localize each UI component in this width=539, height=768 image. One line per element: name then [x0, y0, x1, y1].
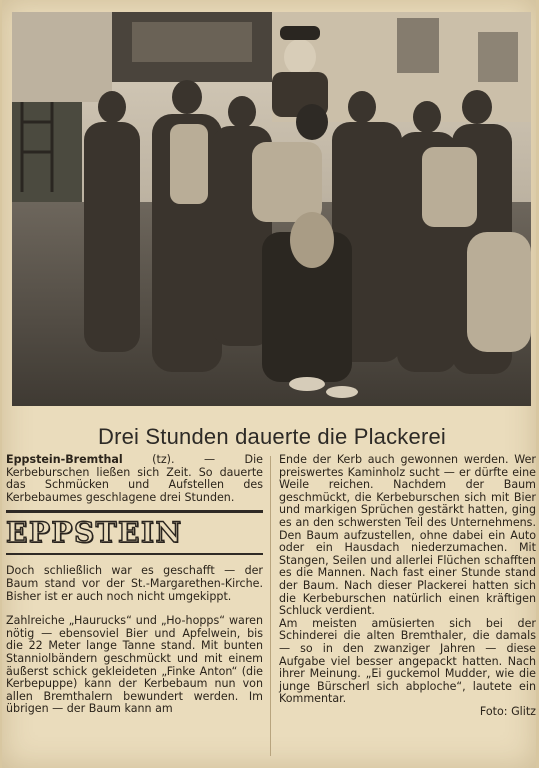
- body-paragraph-2: Doch schließlich war es geschafft — der Baum stand vor der St.-Margarethen-Kirche. Bisher ist er auch noch nicht umgekippt.: [6, 564, 263, 603]
- column-left: [6, 454, 263, 716]
- photo-credit: Foto: Glitz: [479, 704, 536, 718]
- photo-illustration: [12, 12, 531, 406]
- dateline: Eppstein-Bremthal: [6, 453, 123, 466]
- kicker-rule-bottom: [6, 553, 263, 555]
- lead-text: (tz). — Die Kerbeburschen ließen sich Zeit. So dauerte das Schmücken und Aufstellen des Kerbebaumes geschlagene drei Stunden.: [6, 453, 263, 504]
- lead-paragraph: [6, 454, 263, 504]
- headline: Drei Stunden dauerte die Plackerei: [97, 424, 446, 449]
- kicker-rule-top: [6, 510, 263, 513]
- column-divider: [270, 456, 271, 756]
- newspaper-clipping: [2, 0, 536, 768]
- body-paragraph-3: Zahlreiche „Haurucks“ und „Ho-hopps“ waren nötig — ebensoviel Bier und Apfelwein, bis die 22 Meter lange Tanne stand. Mit bunten Stanniolbändern geschmückt und mit einem äußerst schick gekleideten „Finke Anton“ (die Kerbepuppe) kann der Kerbebaum nun von allen Bremthalern bewundert werden. Im übrigen — der Baum kann am: [6, 614, 263, 716]
- body-paragraph-4: Ende der Kerb auch gewonnen werden. Wer preiswertes Kaminholz sucht — er dürfte eine Weile reichen. Nachdem der Baum geschmückt, die Kerbeburschen sich mit Bier und markigen Sprüchen gestärkt hatten, ging es an den schwersten Teil des Unternehmens. Den Baum aufzustellen, ohne dabei ein Auto oder ein Hausdach niederzumachen. Mit Stangen, Seilen und allerlei Flüchen schafften es die Mannen. Nach fast einer Stunde stand der Baum. Nach dieser Plackerei hatten sich die Kerbeburschen natürlich einen kräftigen Schluck verdient.: [279, 453, 536, 618]
- column-right: [279, 454, 536, 718]
- section-kicker: EPPSTEIN: [6, 516, 183, 550]
- body-paragraph-5: Am meisten amüsierten sich bei der Schinderei die alten Bremthaler, die damals — so in den zwanziger Jahren — diese Aufgabe viel besser angepackt hatten. Nach ihrer Meinung. „Ei guckemol Mudder, wie die junge Bürscherl sich abploche“, lautete ein Kommentar.: [279, 616, 536, 706]
- news-photo: [12, 12, 531, 406]
